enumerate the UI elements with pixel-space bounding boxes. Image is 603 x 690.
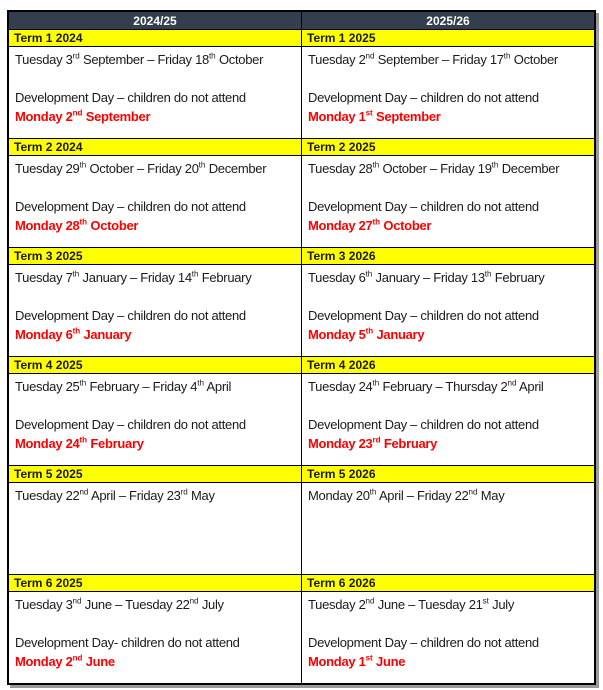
term-header-right: Term 5 2026 [302, 466, 596, 483]
term-header-right: Term 2 2025 [302, 139, 596, 156]
term-2-content-row [8, 156, 595, 248]
year-header-row [8, 11, 595, 30]
development-day-text: Development Day – children do not attend [308, 635, 539, 650]
term-content-cell [8, 592, 302, 684]
term-3-header-row [8, 248, 595, 265]
development-day-date: Monday 24th February [15, 435, 144, 451]
term-1-header-row [8, 30, 595, 47]
term-6-content-row [8, 592, 595, 684]
term-5-content-row [8, 483, 595, 575]
term-content-cell [8, 47, 302, 139]
term-header-left: Term 6 2025 [8, 575, 302, 592]
term-content-cell [302, 592, 596, 684]
term-content-cell [302, 156, 596, 248]
term-dates-text: Tuesday 2nd September – Friday 17th October [308, 51, 558, 67]
term-header-left: Term 4 2025 [8, 357, 302, 374]
term-header-right: Term 3 2026 [302, 248, 596, 265]
development-day-text: Development Day – children do not attend [308, 90, 539, 105]
term-1-content-row [8, 47, 595, 139]
term-header-right: Term 1 2025 [302, 30, 596, 47]
term-dates-text: Tuesday 29th October – Friday 20th December [15, 160, 267, 176]
development-day-text: Development Day – children do not attend [308, 417, 539, 432]
term-dates-text: Tuesday 24th February – Thursday 2nd April [308, 378, 544, 394]
term-dates-text: Tuesday 28th October – Friday 19th December [308, 160, 560, 176]
term-2-header-row [8, 139, 595, 156]
term-3-content-row [8, 265, 595, 357]
term-4-content-row [8, 374, 595, 466]
term-header-left: Term 2 2024 [8, 139, 302, 156]
term-content-cell [302, 265, 596, 357]
term-header-left: Term 5 2025 [8, 466, 302, 483]
development-day-text: Development Day – children do not attend [15, 199, 246, 214]
term-header-left: Term 1 2024 [8, 30, 302, 47]
term-content-cell [302, 483, 596, 575]
term-header-right: Term 4 2026 [302, 357, 596, 374]
term-dates-text: Tuesday 22nd April – Friday 23rd May [15, 487, 215, 503]
development-day-date: Monday 27th October [308, 217, 432, 233]
development-day-date: Monday 1st September [308, 108, 441, 124]
term-dates-text: Monday 20th April – Friday 22nd May [308, 487, 505, 503]
development-day-text: Development Day- children do not attend [15, 635, 240, 650]
term-content-cell [8, 156, 302, 248]
development-day-text: Development Day – children do not attend [15, 90, 246, 105]
term-content-cell [8, 483, 302, 575]
term-dates-table [7, 10, 596, 685]
development-day-date: Monday 23rd February [308, 435, 438, 451]
year-header-2024-25: 2024/25 [8, 11, 302, 30]
development-day-date: Monday 2nd June [15, 653, 115, 669]
development-day-text: Development Day – children do not attend [15, 417, 246, 432]
term-content-cell [302, 47, 596, 139]
development-day-date: Monday 1st June [308, 653, 406, 669]
term-6-header-row [8, 575, 595, 592]
development-day-date: Monday 2nd September [15, 108, 151, 124]
term-dates-text: Tuesday 3nd June – Tuesday 22nd July [15, 596, 224, 612]
development-day-text: Development Day – children do not attend [308, 199, 539, 214]
term-dates-text: Tuesday 25th February – Friday 4th April [15, 378, 232, 394]
term-dates-text: Tuesday 7th January – Friday 14th February [15, 269, 252, 285]
development-day-date: Monday 6th January [15, 326, 132, 342]
term-4-header-row [8, 357, 595, 374]
term-header-left: Term 3 2025 [8, 248, 302, 265]
term-content-cell [302, 374, 596, 466]
term-dates-text: Tuesday 2nd June – Tuesday 21st July [308, 596, 515, 612]
development-day-text: Development Day – children do not attend [15, 308, 246, 323]
term-header-right: Term 6 2026 [302, 575, 596, 592]
term-dates-text: Tuesday 6th January – Friday 13th February [308, 269, 545, 285]
year-header-2025-26: 2025/26 [302, 11, 596, 30]
term-5-header-row [8, 466, 595, 483]
development-day-date: Monday 5th January [308, 326, 425, 342]
development-day-date: Monday 28th October [15, 217, 139, 233]
term-dates-text: Tuesday 3rd September – Friday 18th October [15, 51, 264, 67]
term-content-cell [8, 374, 302, 466]
term-content-cell [8, 265, 302, 357]
development-day-text: Development Day – children do not attend [308, 308, 539, 323]
